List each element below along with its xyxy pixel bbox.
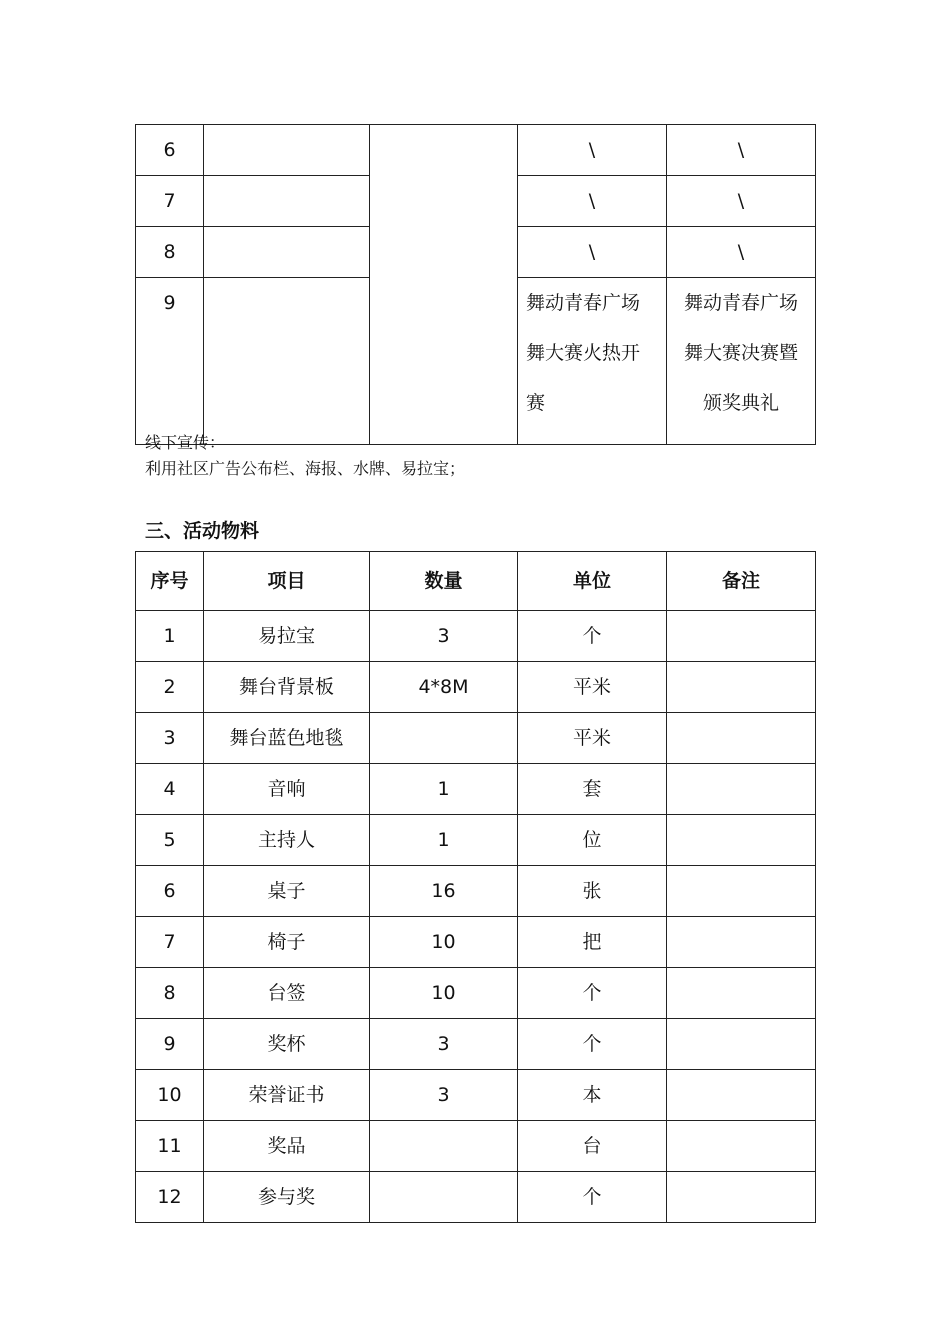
- table-row: [136, 1172, 816, 1223]
- remark: [667, 1121, 816, 1172]
- table-row: [136, 1019, 816, 1070]
- offline-promo-text: 利用社区广告公布栏、海报、水牌、易拉宝；: [145, 459, 466, 478]
- row-number: 6: [136, 125, 204, 176]
- materials-body: [136, 611, 816, 1223]
- remark: [667, 764, 816, 815]
- row-number: 9: [136, 278, 204, 445]
- unit: 台: [518, 1121, 667, 1172]
- remark: [667, 662, 816, 713]
- column-header: 数量: [370, 552, 518, 611]
- empty-cell: [204, 227, 370, 278]
- quantity: 1: [370, 764, 518, 815]
- cell: \: [518, 176, 667, 227]
- section-title: 三、活动物料: [145, 520, 260, 542]
- quantity: 4*8M: [370, 662, 518, 713]
- quantity: 10: [370, 917, 518, 968]
- row-number: 2: [136, 662, 204, 713]
- row-number: 7: [136, 176, 204, 227]
- row-number: 12: [136, 1172, 204, 1223]
- empty-cell: [204, 278, 370, 445]
- remark: [667, 1070, 816, 1121]
- row-number: 6: [136, 866, 204, 917]
- quantity: 3: [370, 1019, 518, 1070]
- table-row: [136, 764, 816, 815]
- item-name: 主持人: [204, 815, 370, 866]
- event-description-cell: [518, 278, 667, 445]
- table-row: [136, 125, 816, 176]
- quantity: [370, 713, 518, 764]
- offline-promo-label: 线下宣传：: [145, 433, 226, 452]
- text-line: 舞动青春广场: [683, 292, 798, 314]
- table-row: [136, 611, 816, 662]
- cell: \: [667, 227, 816, 278]
- cell: \: [667, 125, 816, 176]
- row-number: 10: [136, 1070, 204, 1121]
- table-row: [136, 917, 816, 968]
- table-row: [136, 815, 816, 866]
- unit: 套: [518, 764, 667, 815]
- schedule-table: [135, 124, 816, 445]
- unit: 个: [518, 1019, 667, 1070]
- table-header-row: [136, 552, 816, 611]
- quantity: 10: [370, 968, 518, 1019]
- row-number: 9: [136, 1019, 204, 1070]
- remark: [667, 815, 816, 866]
- item-name: 音响: [204, 764, 370, 815]
- remark: [667, 1172, 816, 1223]
- merged-empty-cell: [370, 125, 518, 445]
- cell: \: [518, 227, 667, 278]
- remark: [667, 1019, 816, 1070]
- text-line: 舞大赛决赛暨: [683, 342, 798, 364]
- item-name: 参与奖: [204, 1172, 370, 1223]
- unit: 把: [518, 917, 667, 968]
- quantity: 1: [370, 815, 518, 866]
- item-name: 奖品: [204, 1121, 370, 1172]
- table-row: [136, 662, 816, 713]
- column-header: 项目: [204, 552, 370, 611]
- unit: 张: [518, 866, 667, 917]
- text-line: 颁奖典礼: [702, 392, 779, 414]
- cell: \: [667, 176, 816, 227]
- row-number: 5: [136, 815, 204, 866]
- remark: [667, 611, 816, 662]
- item-name: 易拉宝: [204, 611, 370, 662]
- row-number: 11: [136, 1121, 204, 1172]
- quantity: [370, 1121, 518, 1172]
- event-description-cell: [667, 278, 816, 445]
- unit: 个: [518, 1172, 667, 1223]
- empty-cell: [204, 176, 370, 227]
- row-number: 8: [136, 968, 204, 1019]
- remark: [667, 968, 816, 1019]
- unit: 个: [518, 611, 667, 662]
- item-name: 台签: [204, 968, 370, 1019]
- unit: 平米: [518, 662, 667, 713]
- text-line: 舞大赛火热开: [526, 342, 641, 364]
- item-name: 椅子: [204, 917, 370, 968]
- item-name: 桌子: [204, 866, 370, 917]
- text-line: 赛: [526, 392, 546, 414]
- unit: 平米: [518, 713, 667, 764]
- remark: [667, 713, 816, 764]
- item-name: 舞台背景板: [204, 662, 370, 713]
- column-header: 备注: [667, 552, 816, 611]
- text-line: 舞动青春广场: [526, 292, 641, 314]
- materials-table: [135, 551, 816, 1223]
- quantity: 3: [370, 611, 518, 662]
- quantity: [370, 1172, 518, 1223]
- unit: 个: [518, 968, 667, 1019]
- quantity: 16: [370, 866, 518, 917]
- table-row: [136, 713, 816, 764]
- unit: 位: [518, 815, 667, 866]
- row-number: 4: [136, 764, 204, 815]
- table-row: [136, 1121, 816, 1172]
- row-number: 7: [136, 917, 204, 968]
- empty-cell: [204, 125, 370, 176]
- row-number: 8: [136, 227, 204, 278]
- item-name: 奖杯: [204, 1019, 370, 1070]
- item-name: 舞台蓝色地毯: [204, 713, 370, 764]
- table-row: [136, 1070, 816, 1121]
- column-header: 序号: [136, 552, 204, 611]
- table-row: [136, 866, 816, 917]
- quantity: 3: [370, 1070, 518, 1121]
- column-header: 单位: [518, 552, 667, 611]
- cell: \: [518, 125, 667, 176]
- remark: [667, 866, 816, 917]
- table-row: [136, 968, 816, 1019]
- row-number: 1: [136, 611, 204, 662]
- unit: 本: [518, 1070, 667, 1121]
- item-name: 荣誉证书: [204, 1070, 370, 1121]
- row-number: 3: [136, 713, 204, 764]
- remark: [667, 917, 816, 968]
